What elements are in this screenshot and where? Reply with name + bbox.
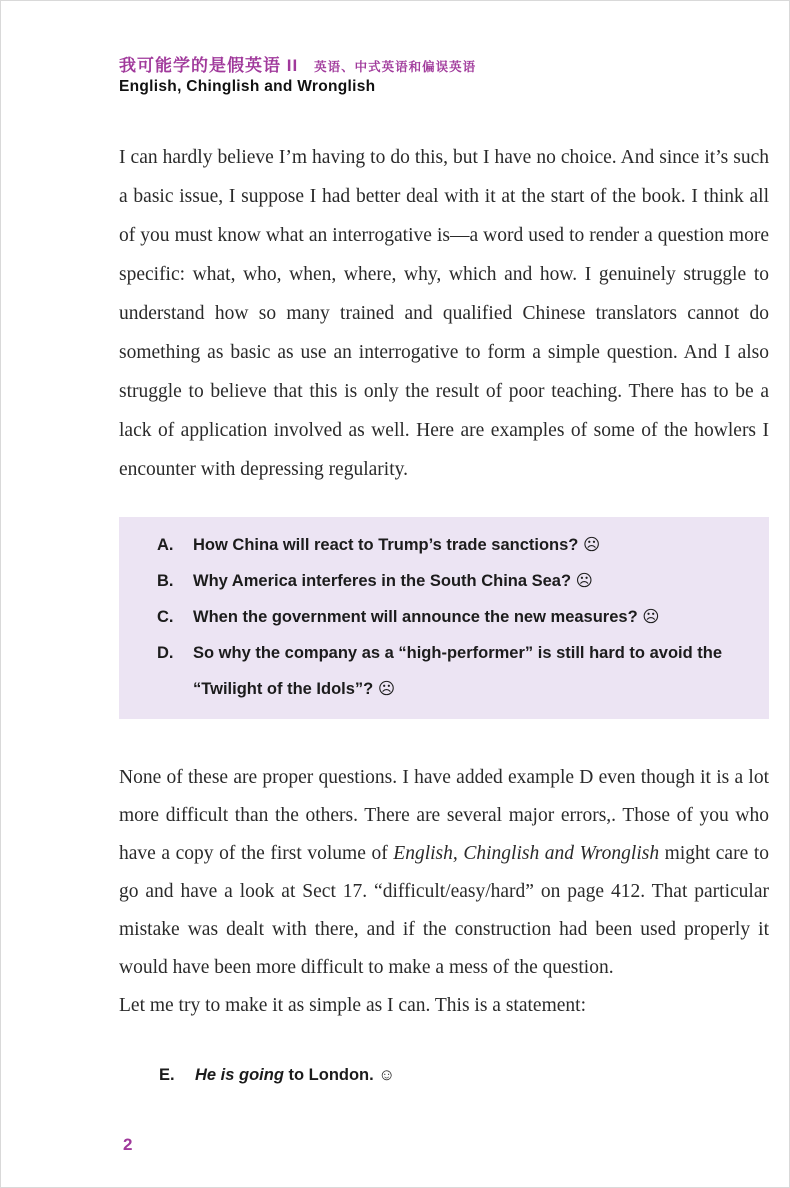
book-title-chinese: 我可能学的是假英语 II (119, 56, 299, 75)
example-text: When the government will announce the new measures? ☹ (193, 608, 660, 626)
intro-paragraph: I can hardly believe I’m having to do this, but I have no choice. And since it’s such a basic issue, I suppose I had better deal with it at the start of the book. I think all of you must know what an interrogative is—a word used to render a question more specific: what, who, when, where, why, which and how. I genuinely struggle to understand how so many trained and qualified Chinese translators cannot do something as basic as use an interrogative to form a simple question. And I also struggle to believe that this is only the result of poor teaching. There has to be a lack of application involved as well. Here are examples of some of the howlers I encounter with depressing regularity. (119, 147, 769, 480)
example-label: B. (157, 572, 174, 590)
statement-italic-part: He is going (195, 1066, 284, 1084)
example-text: So why the company as a “high-performer” is still hard to avoid the “Twilight of the Idols”? ☹ (193, 644, 723, 698)
example-item-a (157, 527, 757, 563)
example-label: C. (157, 608, 174, 626)
referenced-book-title: English, Chinglish and Wronglish (393, 843, 660, 864)
example-item-e (119, 1057, 769, 1093)
book-title-english: English, Chinglish and Wronglish (119, 78, 376, 95)
example-text (195, 1057, 769, 1093)
discussion-part2: might care to go and have a look at Sect 17. “difficult/easy/hard” on page 412. That particular mistake was dealt with there, and if the construction had been used properly it would have been more difficult to make a mess of the question. (119, 843, 769, 978)
book-subtitle-chinese: 英语、中式英语和偏误英语 (314, 60, 477, 74)
discussion-part1: None of these are proper questions. I have added example D even though it is a lot more difficult than the others. There are several major errors,. Those of you who have a copy of the first volume of (119, 767, 769, 864)
example-text: Why America interferes in the South China Sea? ☹ (193, 572, 593, 590)
example-text: How China will react to Trump’s trade sanctions? ☹ (193, 536, 601, 554)
page-number: 2 (123, 1135, 133, 1154)
example-label: E. (159, 1066, 175, 1084)
discussion-paragraph (119, 759, 769, 987)
example-item-d (157, 635, 757, 707)
page-header (119, 51, 769, 96)
example-label: A. (157, 536, 174, 554)
example-box (119, 517, 769, 719)
example-label: D. (157, 644, 174, 662)
statement-rest-part: to London. ☺ (283, 1066, 396, 1084)
example-item-c (157, 599, 757, 635)
header-chinese-line (119, 51, 769, 76)
page-content (1, 1, 789, 1093)
statement-intro: Let me try to make it as simple as I can. This is a statement: (119, 995, 586, 1016)
example-item-b (157, 563, 757, 599)
